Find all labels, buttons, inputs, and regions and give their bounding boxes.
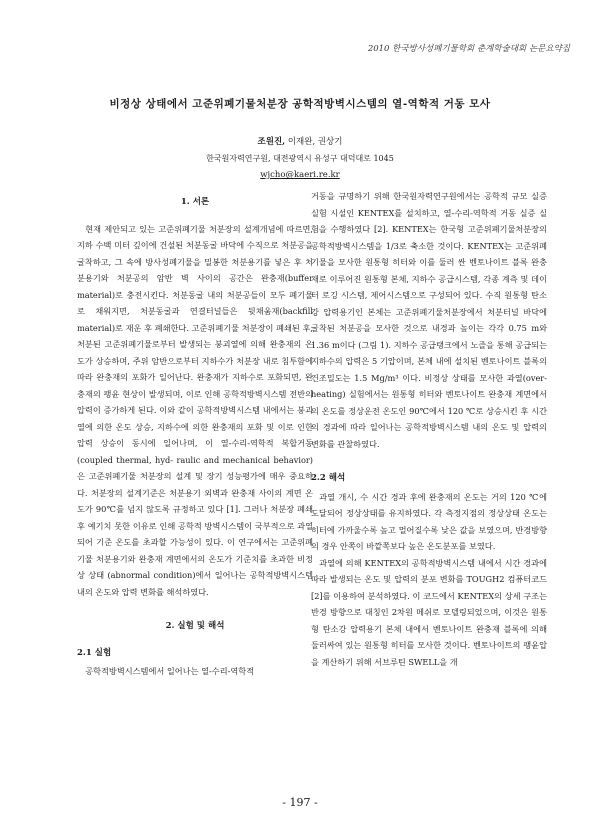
analysis-paragraph-1: 과열 개시, 수 시간 경과 후에 완충재의 온도는 거의 120 ℃에 도달되어 정상상태를 유지하였다. 각 측정지점의 정상상태 온도는 히터에 가까울수록 높고 멀어질수록 낮은 값을 보였으며, 반경방향의 경우 안쪽이 바깥쪽보다 높은 온도분포를 보였다. [311,491,547,551]
subsection-heading-analysis: 2.2 해석 [311,473,346,483]
lead-author: 조원진, [257,137,286,147]
experiment-paragraph-continued: 거동을 규명하기 위해 한국원자력연구원에서는 공학적 규모 실증실험 시설인 KENTEX를 설치하고, 열-수리-역학적 거동 실증 실험을 수행하였다 [2]. KENTEX는 한국형 고준위폐기물처분장의 공학적방벽시스템을 1/3로 축소한 것이다. KENTEX는 고준위폐기물을 모사한 원통형 히터와 이를 둘러 싼 벤토나이트 블록 완충재로 이루어진 원통형 본체, 지하수 공급시스템, 각종 계측 및 데이터 로깅 시스템, 제어시스템으로 구성되어 있다. 수직 원통형 탄소강 압력용기인 본체는 고준위폐기물처분장에서 처분터널 바닥에 굴착된 처분공을 모사한 것으로 내경과 높이는 각각 0.75 m와 1.36 m이다 (그림 1). 지하수 공급탱크에서 노즐을 통해 공급되는 지하수의 압력은 5 기압이며, 본체 내에 설치된 벤토나이트 블록의 건조밀도는 1.5 Mg/m³ 이다. 비정상 상태를 모사한 과열(over-heating) 실험에서는 원통형 히터와 벤토나이트 완충재 계면에서의 온도를 정상운전 온도인 90℃에서 120 ℃로 상승시킨 후 시간의 경과에 따라 일어나는 공학적방벽시스템 내의 온도 및 압력의 변화를 관찰하였다. [311,191,547,449]
conference-header: 2010 한국방사성폐기물학회 춘계학술대회 논문요약집 [367,44,570,54]
experiment-paragraph-start: 공학적방벽시스템에서 일어나는 열-수리-역학적 [85,666,255,676]
section-heading-intro: 1. 서론 [180,197,210,207]
right-column [311,188,547,670]
paper-title: 비정상 상태에서 고준위폐기물처분장 공학적방벽시스템의 열-역학적 거동 모사 [109,98,491,110]
subsection-heading-experiment: 2.1 실험 [77,647,112,658]
author-email: wjcho@kaeri.re.kr [260,170,340,180]
co-authors: 이재완, 권상기 [287,137,343,147]
intro-paragraph: 현재 제안되고 있는 고준위폐기물 처분장의 설계개념에 따르면, 지하 수백 미터 깊이에 건설된 처분동굴 바닥에 수직으로 처분공을 굴착하고, 그 속에 방사성폐기물을 밀봉한 처분용기를 넣은 후 처분용기와 처분공의 암반 벽 사이의 공간은 완충재(buffer material)로 충전시킨다. 처분동굴 내의 처분공들이 모두 폐기물로 채워지면, 처분동굴과 연결터널들은 뒷채움재(backfill material)로 재운 후 폐쇄한다. 고준위폐기물 처분장이 폐쇄된 후, 처분된 고준위폐기물로부터 발생되는 붕괴열에 의해 완충재의 온도가 상승하며, 주위 암반으로부터 지하수가 처분장 내로 침투함에 따라 완충재의 포화가 일어난다. 완충재가 지하수로 포화되면, 완충재의 팽윤 현상이 발생되며, 이로 인해 공학적방벽시스템 전반의 압력이 증가하게 된다. 이와 같이 공학적방벽시스템 내에서는 붕괴열에 의한 온도 상승, 지하수에 의한 완충재의 포화 및 이로 인한 압력 상승이 동시에 일어나며, 이 열-수리-역학적 복합거동(coupled thermal, hyd- raulic and mechanical behavior)은 고준위폐기물 처분장의 설계 및 장기 성능평가에 매우 중요하다. 처분장의 설계기준은 처분용기 외벽과 완충재 사이의 계면 온도가 90℃를 넘지 않도록 규정하고 있다 [1]. 그러나 처분장 폐쇄 후 예기치 못한 이유로 인해 공학적 방벽시스템이 국부적으로 과열되어 기준 온도를 초과할 가능성이 있다. 이 연구에서는 고준위폐기물 처분용기와 완충재 계면에서의 온도가 기준치를 초과한 비정상 상태 (abnormal condition)에서 일어나는 공학적방벽시스템 내의 온도와 압력 변화를 해석하였다. [77,223,313,597]
section-heading-methods: 2. 실험 및 해석 [165,621,225,631]
author-line [0,135,600,147]
affiliation: 한국원자력연구원, 대전광역시 유성구 대덕대로 1045 [206,154,394,163]
analysis-paragraph-2: 과열에 의해 KENTEX의 공학적방벽시스템 내에서 시간 경과에 따라 발생되는 온도 및 압력의 분포 변화를 TOUGH2 컴퓨터코드[2]를 이용하여 분석하였다. 이 코드에서 KENTEX의 상세 구조는 반경 방향으로 대칭인 2차원 메쉬로 모델링되었으며, 이것은 원통형 탄소강 압력용기 본체 내에서 벤토나이트 완충재 블록에 의해 둘러싸여 있는 원통형 히터를 모사한 것이다. 벤토나이트의 팽윤압을 계산하기 위해 서브루틴 SWELL을 개 [311,557,547,667]
left-column [77,188,313,680]
page-number: - 197 - [282,796,318,809]
